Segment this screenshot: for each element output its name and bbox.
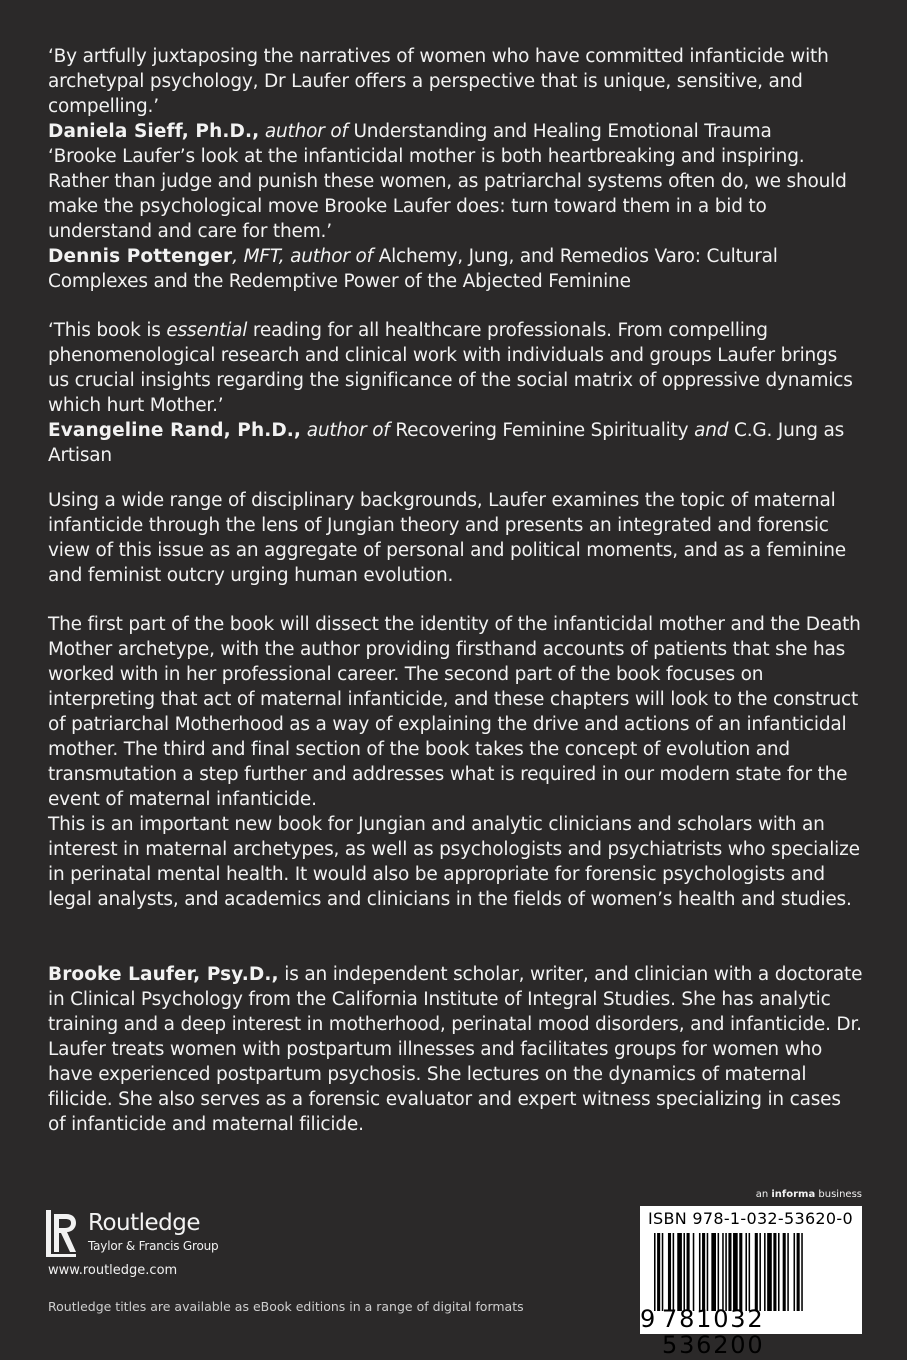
barcode-bar [794,1233,796,1311]
praise-role: author of [301,420,396,441]
barcode-bar [725,1233,727,1311]
praise-work: Recovering Feminine Spirituality [395,420,689,441]
praise-conjunction: and [688,420,735,441]
description-text: The first part of the book will dissect the identity of the infanticidal mother and the Death Mother archetype, with the author providing firsthand accounts of patients that she has worked with in her professional career. The second part of the book focuses on interpreting that act of maternal infanticide, and these chapters will look to the construct of patriarchal Motherhood as a way of explaining the drive and actions of an infanticidal mother. The third and final section of the book takes the concept of evolution and transmutation a step further and addresses what is required in our modern state for the event of maternal infanticide. [48,614,861,810]
praise-attribution [48,119,863,144]
barcode-bar [683,1233,685,1311]
publisher-group: Taylor & Francis Group [88,1239,219,1253]
description-paragraph-1 [48,488,863,588]
description-paragraph-2 [48,612,863,812]
informa-suffix: business [815,1189,862,1200]
praise-author: Daniela Sieff, Ph.D., [48,121,260,142]
isbn-barcode [640,1206,862,1359]
praise-quote-1 [48,44,863,144]
routledge-r-icon [46,1208,80,1258]
barcode-bar [657,1233,660,1311]
praise-author: Dennis Pottenger [48,246,233,267]
barcode-bar [764,1233,766,1311]
description-text: This is an important new book for Jungian and analytic clinicians and scholars with an interest in maternal archetypes, as well as psychologists and psychiatrists who specialize in perinatal mental health. It would also be appropriate for forensic psychologists and legal analysts, and academics and clinicians in the fields of women’s health and studies. [48,814,860,910]
barcode-bar [693,1233,695,1311]
praise-work: Alchemy, Jung, and Remedios Varo: Cultural Complexes and the Redemptive Power of the Abjected Feminine [48,246,778,292]
praise-attribution [48,244,863,294]
barcode-bar [718,1233,720,1311]
isbn-number: ISBN 978-1-032-53620-0 [648,1209,853,1228]
barcode-bar [677,1233,682,1311]
ean-digits: 781032 536200 [662,1305,765,1359]
barcode-bar [755,1233,758,1311]
barcode-bar [787,1233,789,1311]
description-text: Using a wide range of disciplinary backgrounds, Laufer examines the topic of maternal infanticide through the lens of Jungian theory and presents an integrated and forensic view of this issue as an aggregate of personal and political moments, and as a feminine and feminist outcry urging human evolution. [48,490,846,586]
praise-text [48,318,863,418]
barcode-bar [722,1233,724,1311]
barcode-bar [801,1233,803,1311]
praise-text: ‘Brooke Laufer’s look at the infanticidal mother is both heartbreaking and inspiring. Rather than judge and punish these women, as patriarchal systems often do, we should make the psychological move Brooke Laufer does: turn toward them in a bid to understand and care for them.’ [48,146,847,242]
description-paragraph-3 [48,812,863,912]
praise-work: C.G. Jung as Artisan [48,420,845,466]
barcode-bar [699,1233,701,1311]
praise-work: Understanding and Healing Emotional Trauma [353,121,772,142]
barcode-bar [702,1233,705,1311]
barcode-bar [707,1233,709,1311]
praise-role: , MFT, author of [232,246,379,267]
publisher-website: www.routledge.com [48,1263,178,1278]
bio-body: is an independent scholar, writer, and clinician with a doctorate in Clinical Psychology from the California Institute of Integral Studies. She has analytic training and a deep interest in motherhood, perinatal mood disorders, and infanticide. Dr. Laufer treats women with postpartum illnesses and facilitates groups for women who have experienced postpartum psychosis. She lectures on the dynamics of maternal filicide. She also serves as a forensic evaluator and expert witness specializing in cases of infanticide and maternal filicide. [48,964,863,1135]
barcode-bar [773,1233,776,1311]
praise-role: author of [259,121,354,142]
ean-first-digit: 9 [640,1305,656,1333]
barcode-bar [673,1233,675,1311]
barcode-bar [687,1233,690,1311]
informa-tagline [756,1188,862,1202]
bio-author-name: Brooke Laufer, Psy.D., [48,964,279,985]
barcode-bar [728,1233,731,1311]
barcode-bar [711,1233,716,1311]
barcode-bar [662,1233,664,1311]
barcode-bar [733,1233,738,1311]
praise-author: Evangeline Rand, Ph.D., [48,420,302,441]
publisher-name: Routledge [88,1210,201,1236]
barcode-bar [654,1233,656,1311]
barcode-bar [759,1233,761,1311]
praise-text-emphasis: essential [166,320,248,341]
barcode-bar [767,1233,772,1311]
barcode-bar [783,1233,786,1311]
praise-text-part: reading for all healthcare professionals. From compelling phenomenological research and clinical work with individuals and groups Laufer brings us crucial insights regarding the significance of the social matrix of oppressive dynamics which hurt Mother.’ [48,320,853,416]
bio-text [48,962,863,1137]
barcode-bar [739,1233,742,1311]
barcode-bar [745,1233,747,1311]
barcode-bars [654,1233,854,1311]
barcode-bar [797,1233,800,1311]
praise-text-part: ‘This book is [48,320,167,341]
informa-prefix: an [755,1189,772,1200]
praise-attribution [48,418,863,468]
barcode-bar [749,1233,751,1311]
barcode-bar [778,1233,780,1311]
praise-text: ‘By artfully juxtaposing the narratives of women who have committed infanticide with archetypal psychology, Dr Laufer offers a perspective that is unique, sensitive, and compelling.’ [48,46,829,117]
routledge-logo [46,1208,246,1260]
informa-brand: informa [771,1189,816,1200]
praise-quote-2 [48,144,863,294]
author-bio [48,962,863,1137]
praise-quote-3 [48,318,863,468]
barcode-bar [668,1233,671,1311]
ebook-note: Routledge titles are available as eBook editions in a range of digital formats [48,1299,524,1314]
